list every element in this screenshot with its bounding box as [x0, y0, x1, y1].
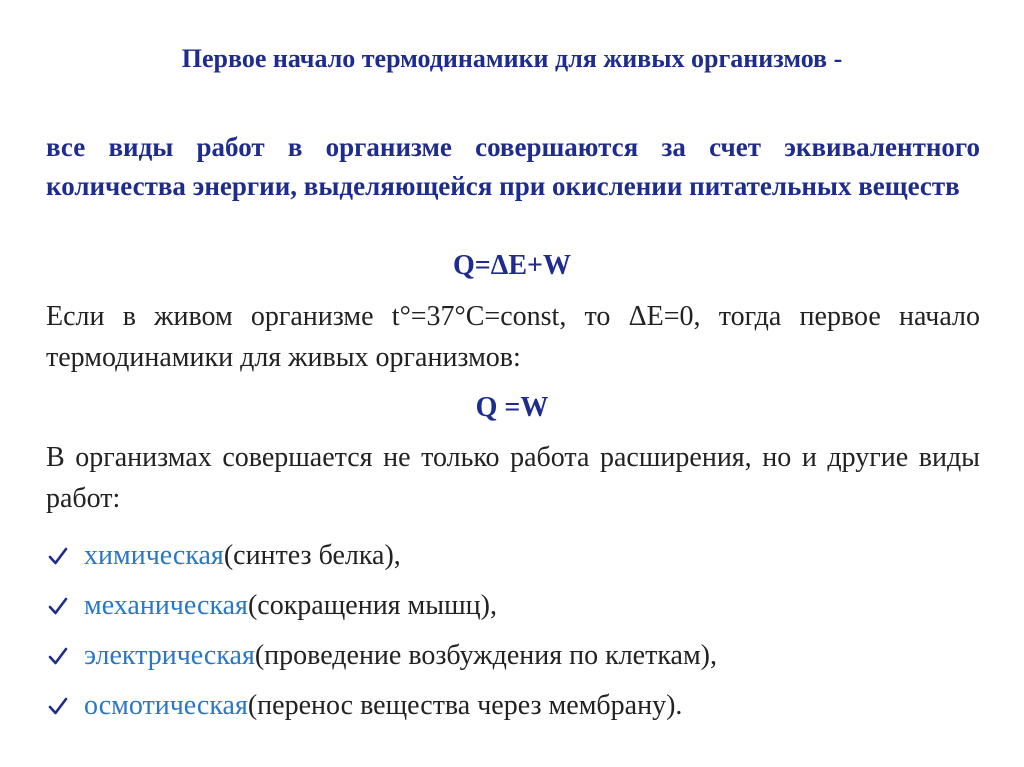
work-type-description: (перенос вещества через мембрану).	[247, 690, 683, 721]
work-type-description: (проведение возбуждения по клеткам),	[254, 640, 717, 671]
paragraph-work-types: В организмах совершается не только работа расширения, но и другие виды работ:	[46, 442, 980, 514]
checkmark-icon	[48, 646, 68, 666]
work-type-term: электрическая	[84, 640, 255, 671]
intro-text: все виды работ в организме совершаются за счет эквивалентного количества энергии, выделяющейся при окислении питательных веществ	[46, 132, 980, 201]
paragraph-constant-temperature: Если в живом организме t°=37°C=const, то ΔE=0, тогда первое начало термодинамики для живых организмов:	[46, 301, 981, 373]
work-type-term: осмотическая	[84, 690, 248, 721]
list-item	[48, 531, 717, 581]
work-types-list	[48, 531, 717, 731]
list-item	[48, 681, 717, 731]
list-item	[48, 631, 717, 681]
formula-energy-balance: Q=ΔE+W	[453, 250, 571, 281]
work-type-description: (сокращения мышц),	[247, 590, 497, 621]
checkmark-icon	[48, 546, 68, 566]
work-type-term: химическая	[84, 540, 224, 571]
formula-heat-equals-work: Q =W	[475, 392, 549, 423]
work-type-description: (синтез белка),	[223, 540, 401, 571]
list-item	[48, 581, 717, 631]
checkmark-icon	[48, 696, 68, 716]
work-type-term: механическая	[84, 590, 248, 621]
slide-title: Первое начало термодинамики для живых организмов -	[181, 44, 843, 73]
checkmark-icon	[48, 596, 68, 616]
